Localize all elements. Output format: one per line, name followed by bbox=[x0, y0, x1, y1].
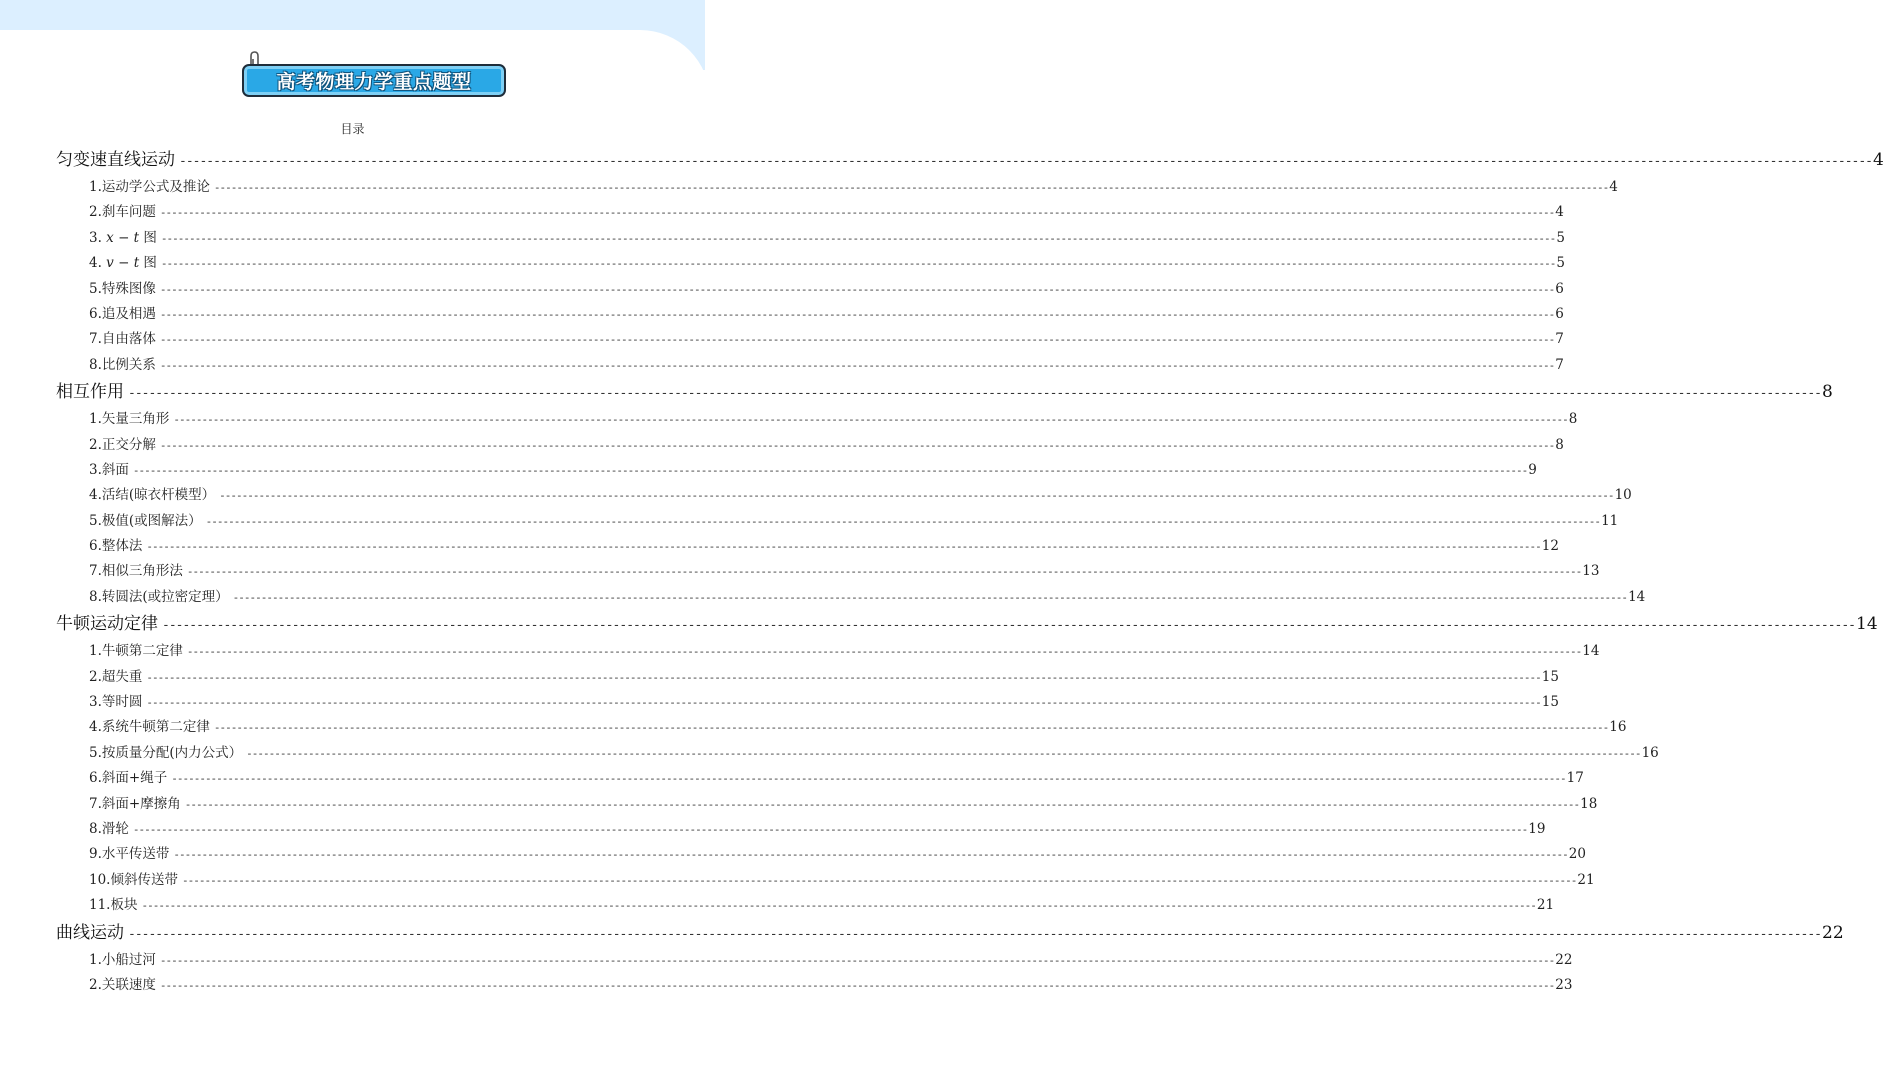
toc-item-page-number: 22 bbox=[1555, 951, 1573, 968]
toc-item-title: 8.转圆法(或拉密定理） bbox=[89, 588, 229, 605]
dot-leader: -------------------------------------------------------------------------------------------------------------------------------------------------------------------------------------------------------------------------------------------------------- bbox=[173, 848, 1568, 862]
toc-item[interactable] bbox=[56, 327, 1564, 352]
dot-leader: -------------------------------------------------------------------------------------------------------------------------------------------------------------------------------------------------------------------------------------------------------- bbox=[159, 358, 1555, 372]
toc-chapter[interactable] bbox=[56, 610, 1878, 639]
toc-item[interactable] bbox=[56, 948, 1573, 973]
toc-item-title: 6.斜面+绳子 bbox=[89, 770, 168, 787]
toc-chapter-page-number: 4 bbox=[1873, 150, 1884, 170]
dot-leader: -------------------------------------------------------------------------------------------------------------------------------------------------------------------------------------------------------------------------------------------------------- bbox=[159, 206, 1555, 220]
toc-item-page-number: 15 bbox=[1541, 694, 1559, 711]
toc-item-title: 10.倾斜传送带 bbox=[89, 871, 178, 888]
toc-item-title: 9.水平传送带 bbox=[89, 846, 170, 863]
toc-item[interactable] bbox=[56, 407, 1578, 432]
toc-item[interactable] bbox=[56, 534, 1559, 559]
toc-item[interactable] bbox=[56, 817, 1546, 842]
toc-item-page-number: 18 bbox=[1580, 795, 1598, 812]
toc-item-title: 4. 𝑣 − 𝑡 图 bbox=[89, 255, 157, 272]
toc-item-page-number: 16 bbox=[1609, 719, 1627, 736]
dot-leader: -------------------------------------------------------------------------------------------------------------------------------------------------------------------------------------------------------------------------------------------------------- bbox=[132, 822, 1528, 836]
toc-item[interactable] bbox=[56, 458, 1537, 483]
dot-leader: -------------------------------------------------------------------------------------------------------------------------------------------------------------------------------------------------------------------------------------------------------- bbox=[159, 953, 1555, 967]
corner-decoration bbox=[630, 0, 705, 70]
toc-chapter-page-number: 14 bbox=[1856, 614, 1878, 635]
toc-item-page-number: 9 bbox=[1528, 461, 1537, 478]
toc-item-page-number: 6 bbox=[1555, 305, 1564, 322]
dot-leader: -------------------------------------------------------------------------------------------------------------------------------------------------------------------------------------------------------------------------------------------------------- bbox=[159, 978, 1555, 992]
toc-item[interactable] bbox=[56, 175, 1618, 200]
toc-item-title: 6.整体法 bbox=[89, 538, 143, 555]
toc-item-title: 3.等时圆 bbox=[89, 694, 143, 711]
toc-item[interactable] bbox=[56, 433, 1564, 458]
toc-item-title: 7.斜面+摩擦角 bbox=[89, 795, 181, 812]
toc-item-page-number: 8 bbox=[1555, 436, 1564, 453]
toc-item-page-number: 8 bbox=[1568, 411, 1578, 428]
toc-item-title: 7.自由落体 bbox=[89, 331, 156, 348]
toc-item-title: 8.比例关系 bbox=[89, 356, 156, 373]
dot-leader: -------------------------------------------------------------------------------------------------------------------------------------------------------------------------------------------------------------------------------------------------------- bbox=[205, 514, 1601, 528]
dot-leader: -------------------------------------------------------------------------------------------------------------------------------------------------------------------------------------------------------------------------------------------------------- bbox=[186, 565, 1582, 579]
toc-item-page-number: 5 bbox=[1556, 255, 1565, 272]
dot-leader: -------------------------------------------------------------------------------------------------------------------------------------------------------------------------------------------------------------------------------------------------------- bbox=[213, 721, 1609, 735]
toc-chapter-title: 匀变速直线运动 bbox=[56, 150, 175, 170]
toc-heading: 目录 bbox=[340, 122, 365, 136]
toc-item-page-number: 13 bbox=[1582, 563, 1600, 580]
toc-item-title: 3.斜面 bbox=[89, 461, 129, 478]
toc-item-page-number: 10 bbox=[1614, 487, 1632, 504]
toc-item-title: 7.相似三角形法 bbox=[89, 563, 183, 580]
toc-item-title: 4.系统牛顿第二定律 bbox=[89, 719, 210, 736]
toc-item-page-number: 12 bbox=[1541, 538, 1559, 555]
toc-item-page-number: 19 bbox=[1528, 820, 1546, 837]
toc-item[interactable] bbox=[56, 973, 1573, 998]
toc-chapter-title: 曲线运动 bbox=[56, 922, 124, 943]
dot-leader: -------------------------------------------------------------------------------------------------------------------------------------------------------------------------------------------------------------------------------------------------------- bbox=[132, 463, 1528, 477]
toc-item-title: 11.板块 bbox=[89, 897, 138, 914]
toc-item-title: 5.按质量分配(内力公式） bbox=[89, 744, 243, 761]
table-of-contents bbox=[56, 146, 1884, 998]
toc-item-title: 1.牛顿第二定律 bbox=[89, 643, 183, 660]
toc-item-title: 2.超失重 bbox=[89, 668, 143, 685]
dot-leader: -------------------------------------------------------------------------------------------------------------------------------------------------------------------------------------------------------------------------------------------------------- bbox=[213, 181, 1609, 194]
toc-item[interactable] bbox=[56, 353, 1564, 378]
toc-item[interactable] bbox=[56, 741, 1659, 766]
dot-leader: -------------------------------------------------------------------------------------------------------------------------------------------------------------------------------------------------------------------------------------------------------- bbox=[179, 154, 1873, 169]
toc-chapter-title: 相互作用 bbox=[56, 382, 124, 403]
toc-item[interactable] bbox=[56, 302, 1564, 327]
toc-item-title: 2.正交分解 bbox=[89, 436, 156, 453]
toc-item-page-number: 21 bbox=[1536, 897, 1555, 914]
dot-leader: -------------------------------------------------------------------------------------------------------------------------------------------------------------------------------------------------------------------------------------------------------- bbox=[128, 926, 1822, 942]
toc-chapter[interactable] bbox=[56, 378, 1833, 407]
toc-chapter[interactable] bbox=[56, 146, 1884, 175]
title-banner bbox=[242, 64, 506, 97]
toc-chapter-title: 牛顿运动定律 bbox=[56, 614, 158, 635]
toc-item-page-number: 16 bbox=[1641, 744, 1659, 761]
toc-item-page-number: 20 bbox=[1568, 846, 1586, 863]
toc-item-title: 3. 𝑥 − 𝑡 图 bbox=[89, 229, 157, 246]
toc-item[interactable] bbox=[56, 251, 1565, 276]
toc-item[interactable] bbox=[56, 868, 1595, 893]
toc-item[interactable] bbox=[56, 715, 1627, 740]
toc-item[interactable] bbox=[56, 277, 1564, 302]
toc-item-page-number: 14 bbox=[1628, 588, 1646, 605]
dot-leader: -------------------------------------------------------------------------------------------------------------------------------------------------------------------------------------------------------------------------------------------------------- bbox=[184, 797, 1580, 811]
dot-leader: -------------------------------------------------------------------------------------------------------------------------------------------------------------------------------------------------------------------------------------------------------- bbox=[141, 899, 1536, 913]
dot-leader: -------------------------------------------------------------------------------------------------------------------------------------------------------------------------------------------------------------------------------------------------------- bbox=[128, 386, 1822, 402]
toc-item-page-number: 5 bbox=[1556, 229, 1565, 246]
toc-item-page-number: 7 bbox=[1555, 331, 1564, 348]
toc-item-page-number: 7 bbox=[1555, 356, 1564, 373]
top-decoration-band bbox=[0, 0, 705, 30]
dot-leader: -------------------------------------------------------------------------------------------------------------------------------------------------------------------------------------------------------------------------------------------------------- bbox=[160, 231, 1556, 245]
toc-item-title: 6.追及相遇 bbox=[89, 305, 156, 322]
toc-item[interactable] bbox=[56, 200, 1564, 225]
toc-item-page-number: 15 bbox=[1541, 668, 1559, 685]
toc-item-page-number: 4 bbox=[1555, 204, 1564, 221]
toc-item-title: 1.小船过河 bbox=[89, 951, 156, 968]
dot-leader: -------------------------------------------------------------------------------------------------------------------------------------------------------------------------------------------------------------------------------------------------------- bbox=[146, 670, 1541, 684]
dot-leader: -------------------------------------------------------------------------------------------------------------------------------------------------------------------------------------------------------------------------------------------------------- bbox=[219, 489, 1614, 503]
toc-item-page-number: 23 bbox=[1555, 976, 1573, 993]
dot-leader: -------------------------------------------------------------------------------------------------------------------------------------------------------------------------------------------------------------------------------------------------------- bbox=[159, 307, 1555, 321]
toc-item[interactable] bbox=[56, 226, 1565, 251]
toc-item[interactable] bbox=[56, 639, 1600, 664]
toc-item-title: 2.关联速度 bbox=[89, 976, 156, 993]
toc-item-page-number: 6 bbox=[1555, 280, 1564, 297]
toc-item-title: 1.矢量三角形 bbox=[89, 411, 170, 428]
page-title: 高考物理力学重点题型 bbox=[276, 71, 472, 93]
toc-item-page-number: 11 bbox=[1601, 512, 1619, 529]
toc-item[interactable] bbox=[56, 509, 1619, 534]
toc-item[interactable] bbox=[56, 766, 1584, 791]
toc-item-page-number: 21 bbox=[1577, 871, 1595, 888]
dot-leader: -------------------------------------------------------------------------------------------------------------------------------------------------------------------------------------------------------------------------------------------------------- bbox=[173, 413, 1568, 427]
dot-leader: -------------------------------------------------------------------------------------------------------------------------------------------------------------------------------------------------------------------------------------------------------- bbox=[146, 696, 1541, 710]
toc-item[interactable] bbox=[56, 559, 1600, 584]
toc-item-title: 5.特殊图像 bbox=[89, 280, 156, 297]
toc-chapter-page-number: 8 bbox=[1822, 382, 1833, 403]
dot-leader: -------------------------------------------------------------------------------------------------------------------------------------------------------------------------------------------------------------------------------------------------------- bbox=[159, 438, 1555, 452]
dot-leader: -------------------------------------------------------------------------------------------------------------------------------------------------------------------------------------------------------------------------------------------------------- bbox=[159, 333, 1555, 347]
toc-item-title: 4.活结(晾衣杆模型） bbox=[89, 487, 216, 504]
dot-leader: -------------------------------------------------------------------------------------------------------------------------------------------------------------------------------------------------------------------------------------------------------- bbox=[246, 746, 1641, 760]
toc-item-title: 8.滑轮 bbox=[89, 820, 129, 837]
dot-leader: -------------------------------------------------------------------------------------------------------------------------------------------------------------------------------------------------------------------------------------------------------- bbox=[171, 772, 1566, 786]
toc-item-title: 2.刹车问题 bbox=[89, 204, 156, 221]
toc-item[interactable] bbox=[56, 842, 1586, 867]
toc-item[interactable] bbox=[56, 893, 1555, 918]
toc-item[interactable] bbox=[56, 483, 1632, 508]
toc-item[interactable] bbox=[56, 665, 1559, 690]
toc-item[interactable] bbox=[56, 690, 1559, 715]
dot-leader: -------------------------------------------------------------------------------------------------------------------------------------------------------------------------------------------------------------------------------------------------------- bbox=[186, 645, 1582, 659]
dot-leader: -------------------------------------------------------------------------------------------------------------------------------------------------------------------------------------------------------------------------------------------------------- bbox=[181, 873, 1577, 887]
toc-item-page-number: 14 bbox=[1582, 643, 1600, 660]
dot-leader: -------------------------------------------------------------------------------------------------------------------------------------------------------------------------------------------------------------------------------------------------------- bbox=[146, 540, 1541, 554]
dot-leader: -------------------------------------------------------------------------------------------------------------------------------------------------------------------------------------------------------------------------------------------------------- bbox=[162, 618, 1856, 634]
toc-item-page-number: 17 bbox=[1566, 770, 1584, 787]
toc-item-title: 1.运动学公式及推论 bbox=[89, 179, 210, 195]
dot-leader: -------------------------------------------------------------------------------------------------------------------------------------------------------------------------------------------------------------------------------------------------------- bbox=[160, 257, 1556, 271]
toc-item[interactable] bbox=[56, 585, 1646, 610]
dot-leader: -------------------------------------------------------------------------------------------------------------------------------------------------------------------------------------------------------------------------------------------------------- bbox=[232, 590, 1628, 604]
toc-chapter[interactable] bbox=[56, 919, 1844, 948]
toc-item-title: 5.极值(或图解法） bbox=[89, 512, 202, 529]
toc-item-page-number: 4 bbox=[1609, 179, 1618, 195]
dot-leader: -------------------------------------------------------------------------------------------------------------------------------------------------------------------------------------------------------------------------------------------------------- bbox=[159, 282, 1555, 296]
toc-item[interactable] bbox=[56, 792, 1598, 817]
toc-chapter-page-number: 22 bbox=[1822, 922, 1844, 943]
